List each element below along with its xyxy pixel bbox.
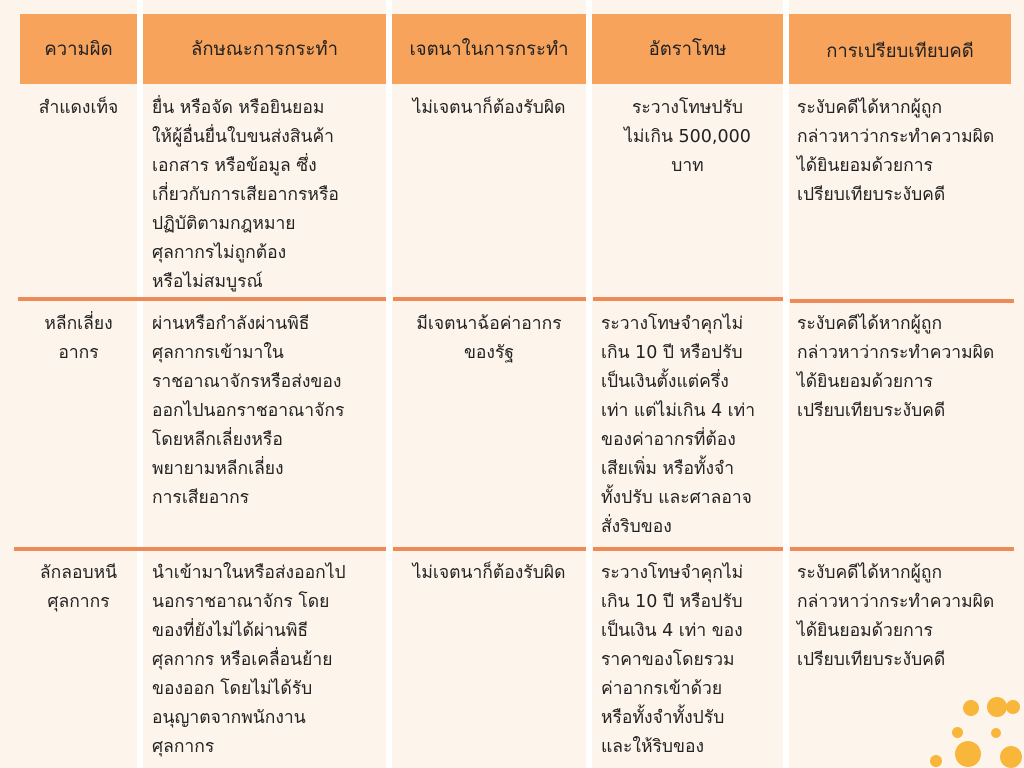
decor-dot: [955, 741, 981, 767]
row-2-action: [152, 310, 386, 513]
cell-line: เท่า แต่ไม่เกิน 4 เท่า: [601, 401, 756, 421]
cell-line: ระงับคดีได้หากผู้ถูก: [797, 314, 943, 334]
row-divider: [593, 297, 783, 301]
cell-line: ราชอาณาจักรหรือส่งของ: [152, 372, 342, 392]
row-1-offense: [20, 94, 137, 123]
row-3-action: [152, 559, 386, 762]
decor-dot: [952, 727, 963, 738]
cell-line: ระวางโทษจำคุกไม่: [601, 563, 744, 583]
row-divider: [593, 547, 783, 551]
cell-line: บาท: [671, 156, 704, 176]
cell-line: มีเจตนาฉ้อค่าอากร: [416, 314, 562, 334]
cell-line: กล่าวหาว่ากระทำความผิด: [797, 592, 995, 612]
cell-line: นำเข้ามาในหรือส่งออกไป: [152, 563, 346, 583]
cell-line: ไม่เกิน 500,000: [624, 127, 751, 147]
cell-line: ให้ผู้อื่นยื่นใบขนส่งสินค้า: [152, 127, 335, 147]
column-separator: [783, 0, 789, 768]
cell-line: ระงับคดีได้หากผู้ถูก: [797, 563, 943, 583]
cell-line: นอกราชอาณาจักร โดย: [152, 592, 330, 612]
decor-dot: [987, 697, 1007, 717]
row-1-intent: [392, 94, 586, 123]
cell-line: หรือไม่สมบูรณ์: [152, 272, 263, 292]
cell-line: ของที่ยังไม่ได้ผ่านพิธี: [152, 621, 309, 641]
cell-line: ศุลกากรไม่ถูกต้อง: [152, 243, 287, 263]
row-divider: [18, 297, 386, 301]
cell-line: ได้ยินยอมด้วยการ: [797, 621, 933, 641]
cell-line: ศุลกากร หรือเคลื่อนย้าย: [152, 650, 333, 670]
decor-dot: [930, 755, 942, 767]
cell-line: เปรียบเทียบระงับคดี: [797, 650, 946, 670]
row-divider: [14, 547, 386, 551]
row-2-penalty: [601, 310, 783, 542]
row-2-offense: [20, 310, 137, 368]
cell-line: ระวางโทษปรับ: [631, 98, 744, 118]
row-divider: [393, 547, 586, 551]
header-intent: เจตนาในการกระทำ: [392, 14, 586, 84]
decor-dot: [1000, 746, 1022, 768]
cell-line: อากร: [58, 343, 99, 363]
row-3-settlement: [797, 559, 1021, 675]
cell-line: หลีกเลี่ยง: [44, 314, 113, 334]
decor-dot: [991, 728, 1001, 738]
header-offense: ความผิด: [20, 14, 137, 84]
cell-line: ไม่เจตนาก็ต้องรับผิด: [412, 563, 566, 583]
column-separator: [137, 0, 143, 768]
cell-line: ได้ยินยอมด้วยการ: [797, 372, 933, 392]
cell-line: ศุลกากร: [47, 592, 110, 612]
cell-line: อนุญาตจากพนักงาน: [152, 708, 306, 728]
row-3-intent: [392, 559, 586, 588]
cell-line: ลักลอบหนี: [39, 563, 118, 583]
cell-line: สั่งริบของ: [601, 517, 672, 537]
cell-line: เป็นเงิน 4 เท่า ของ: [601, 621, 743, 641]
cell-line: เปรียบเทียบระงับคดี: [797, 401, 946, 421]
decor-dot: [963, 700, 979, 716]
cell-line: เกิน 10 ปี หรือปรับ: [601, 592, 743, 612]
decor-dot: [1006, 700, 1020, 714]
row-1-penalty: [592, 94, 783, 181]
header-settlement: การเปรียบเทียบคดี: [789, 14, 1011, 84]
cell-line: ศุลกากรเข้ามาใน: [152, 343, 284, 363]
cell-line: กล่าวหาว่ากระทำความผิด: [797, 343, 995, 363]
row-1-action: [152, 94, 386, 297]
cell-line: ปฏิบัติตามกฎหมาย: [152, 214, 296, 234]
cell-line: เกี่ยวกับการเสียอากรหรือ: [152, 185, 339, 205]
cell-line: สำแดงเท็จ: [38, 98, 119, 118]
cell-line: หรือทั้งจำทั้งปรับ: [601, 708, 725, 728]
row-divider: [790, 299, 1014, 303]
row-divider: [393, 297, 586, 301]
row-1-settlement: [797, 94, 1021, 210]
cell-line: พยายามหลีกเลี่ยง: [152, 459, 284, 479]
row-3-offense: [20, 559, 137, 617]
cell-line: ราคาของโดยรวม: [601, 650, 735, 670]
cell-line: การเสียอากร: [152, 488, 250, 508]
cell-line: ของออก โดยไม่ได้รับ: [152, 679, 313, 699]
cell-line: ออกไปนอกราชอาณาจักร: [152, 401, 345, 421]
cell-line: เป็นเงินตั้งแต่ครึ่ง: [601, 372, 729, 392]
row-3-penalty: [601, 559, 783, 762]
cell-line: เอกสาร หรือข้อมูล ซึ่ง: [152, 156, 317, 176]
cell-line: ผ่านหรือกำลังผ่านพิธี: [152, 314, 310, 334]
cell-line: เกิน 10 ปี หรือปรับ: [601, 343, 743, 363]
row-2-settlement: [797, 310, 1021, 426]
cell-line: ของรัฐ: [463, 343, 515, 363]
cell-line: โดยหลีกเลี่ยงหรือ: [152, 430, 283, 450]
cell-line: ทั้งปรับ และศาลอาจ: [601, 488, 752, 508]
cell-line: ระวางโทษจำคุกไม่: [601, 314, 744, 334]
cell-line: เสียเพิ่ม หรือทั้งจำ: [601, 459, 735, 479]
cell-line: และให้ริบของ: [601, 737, 705, 757]
cell-line: ยื่น หรือจัด หรือยินยอม: [152, 98, 325, 118]
cell-line: ระงับคดีได้หากผู้ถูก: [797, 98, 943, 118]
row-2-intent: [392, 310, 586, 368]
cell-line: ศุลกากร: [152, 737, 215, 757]
cell-line: ไม่เจตนาก็ต้องรับผิด: [412, 98, 566, 118]
cell-line: ได้ยินยอมด้วยการ: [797, 156, 933, 176]
cell-line: เปรียบเทียบระงับคดี: [797, 185, 946, 205]
header-penalty: อัตราโทษ: [592, 14, 783, 84]
cell-line: ค่าอากรเข้าด้วย: [601, 679, 723, 699]
header-action: ลักษณะการกระทำ: [143, 14, 386, 84]
row-divider: [790, 547, 1014, 551]
cell-line: กล่าวหาว่ากระทำความผิด: [797, 127, 995, 147]
cell-line: ของค่าอากรที่ต้อง: [601, 430, 736, 450]
